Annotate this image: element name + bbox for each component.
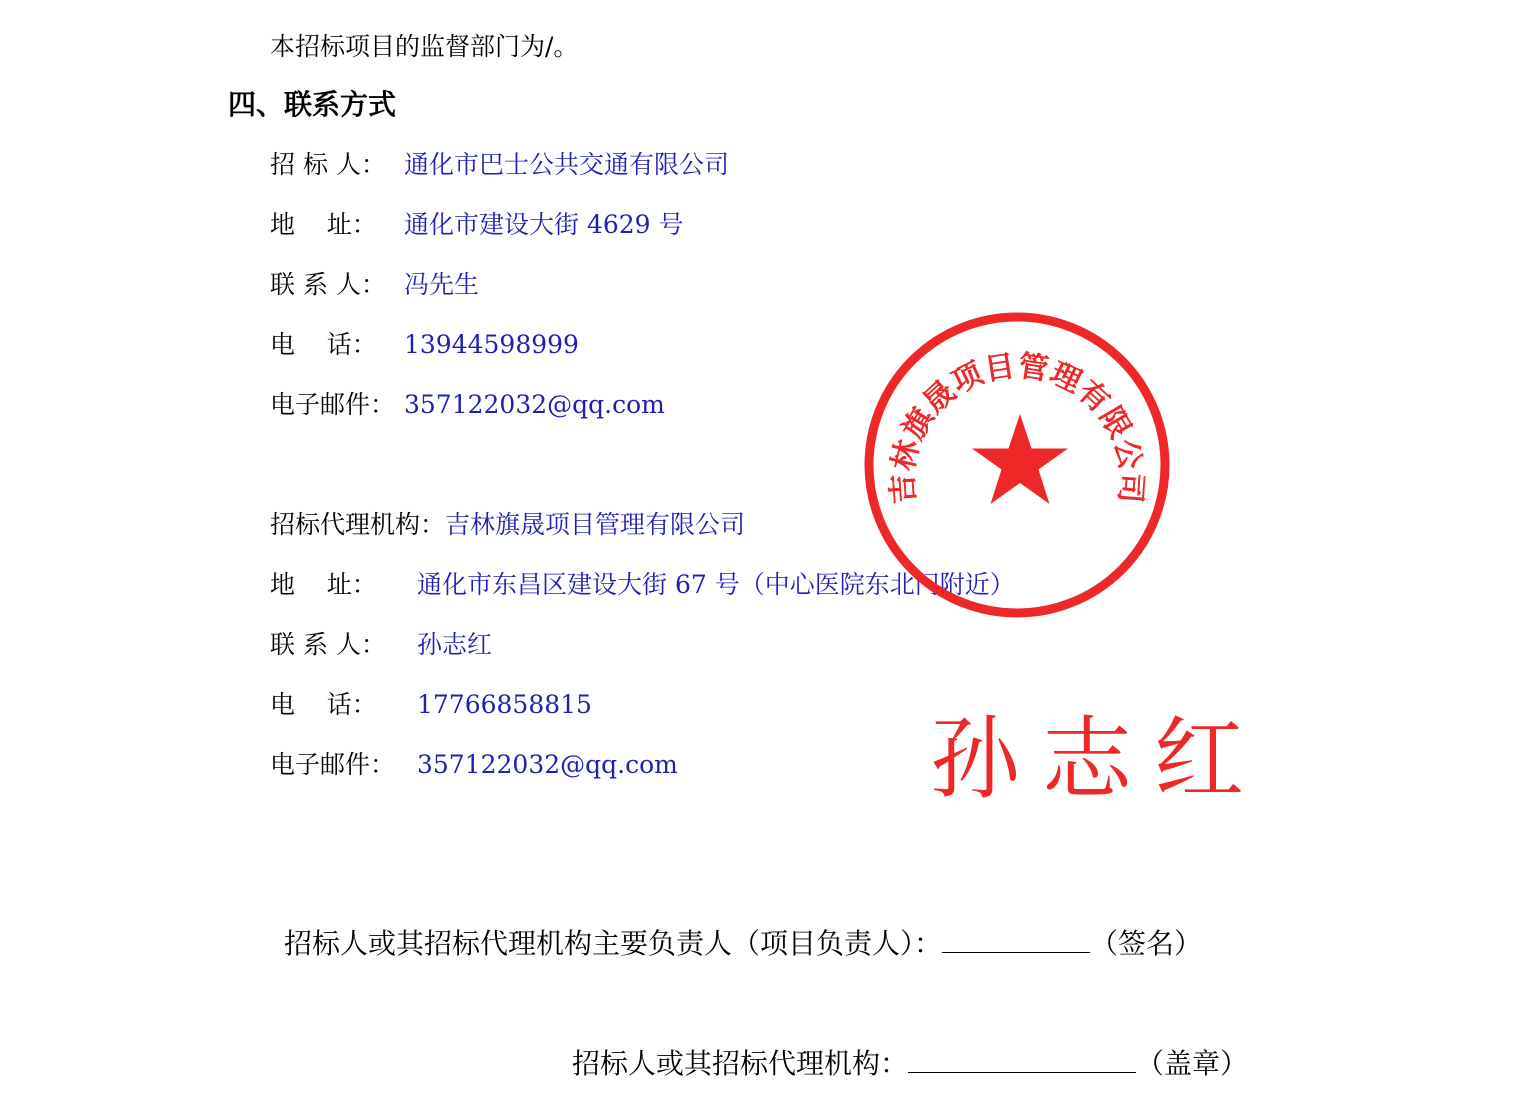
agency-name: 吉林旗晟项目管理有限公司 [445, 510, 746, 539]
tenderer-name-label: 招 标 人： [270, 150, 386, 179]
supervision-text: 本招标项目的监督部门为/。 [270, 32, 579, 61]
company-seal [858, 306, 1176, 624]
agency-contact: 孙志红 [417, 630, 493, 659]
agency-email-label: 电子邮件： [270, 750, 396, 779]
agency-email[interactable]: 357122032@qq.com [417, 750, 678, 779]
signature-line-2-suffix: （盖章） [1136, 1047, 1249, 1080]
tenderer-contact: 冯先生 [404, 270, 480, 299]
tenderer-email-row [270, 390, 665, 420]
agency-phone-label: 电 话： [270, 690, 377, 719]
agency-phone-row [270, 690, 592, 720]
agency-phone: 17766858815 [417, 690, 592, 719]
agency-contact-row [270, 630, 492, 660]
agency-contact-label: 联 系 人： [270, 630, 386, 659]
tenderer-contact-row [270, 270, 479, 300]
agency-name-row [270, 510, 745, 540]
seal-text: 吉林旗晟项目管理有限公司 [885, 348, 1149, 506]
signature-line-2 [572, 1046, 1248, 1082]
tenderer-contact-label: 联 系 人： [270, 270, 386, 299]
tenderer-phone-label: 电 话： [270, 330, 377, 359]
signature-line-1-suffix: （签名） [1090, 927, 1203, 960]
tenderer-phone-row [270, 330, 579, 360]
tenderer-phone: 13944598999 [404, 330, 579, 359]
seal-star-icon [972, 414, 1068, 504]
handwritten-signature: 孙志红 [930, 707, 1266, 812]
tenderer-address: 通化市建设大街 4629 号 [404, 210, 684, 239]
signature-blank-1[interactable] [942, 926, 1090, 953]
tenderer-name-row [270, 150, 729, 180]
section-title: 四、联系方式 [228, 88, 397, 121]
stamp-blank-2[interactable] [908, 1046, 1136, 1073]
agency-name-label: 招标代理机构： [270, 510, 446, 539]
agency-email-row [270, 750, 678, 780]
signature-line-2-text: 招标人或其招标代理机构： [572, 1047, 909, 1080]
tenderer-name: 通化市巴士公共交通有限公司 [404, 150, 730, 179]
tenderer-email[interactable]: 357122032@qq.com [404, 390, 665, 419]
signature-line-1-text: 招标人或其招标代理机构主要负责人（项目负责人）： [284, 927, 943, 960]
tenderer-email-label: 电子邮件： [270, 390, 396, 419]
tenderer-address-label: 地 址： [270, 210, 377, 239]
tenderer-address-row [270, 210, 684, 240]
agency-address: 通化市东昌区建设大街 67 号（中心医院东北门附近） [417, 570, 1015, 599]
agency-address-label: 地 址： [270, 570, 377, 599]
signature-line-1 [284, 926, 1202, 962]
